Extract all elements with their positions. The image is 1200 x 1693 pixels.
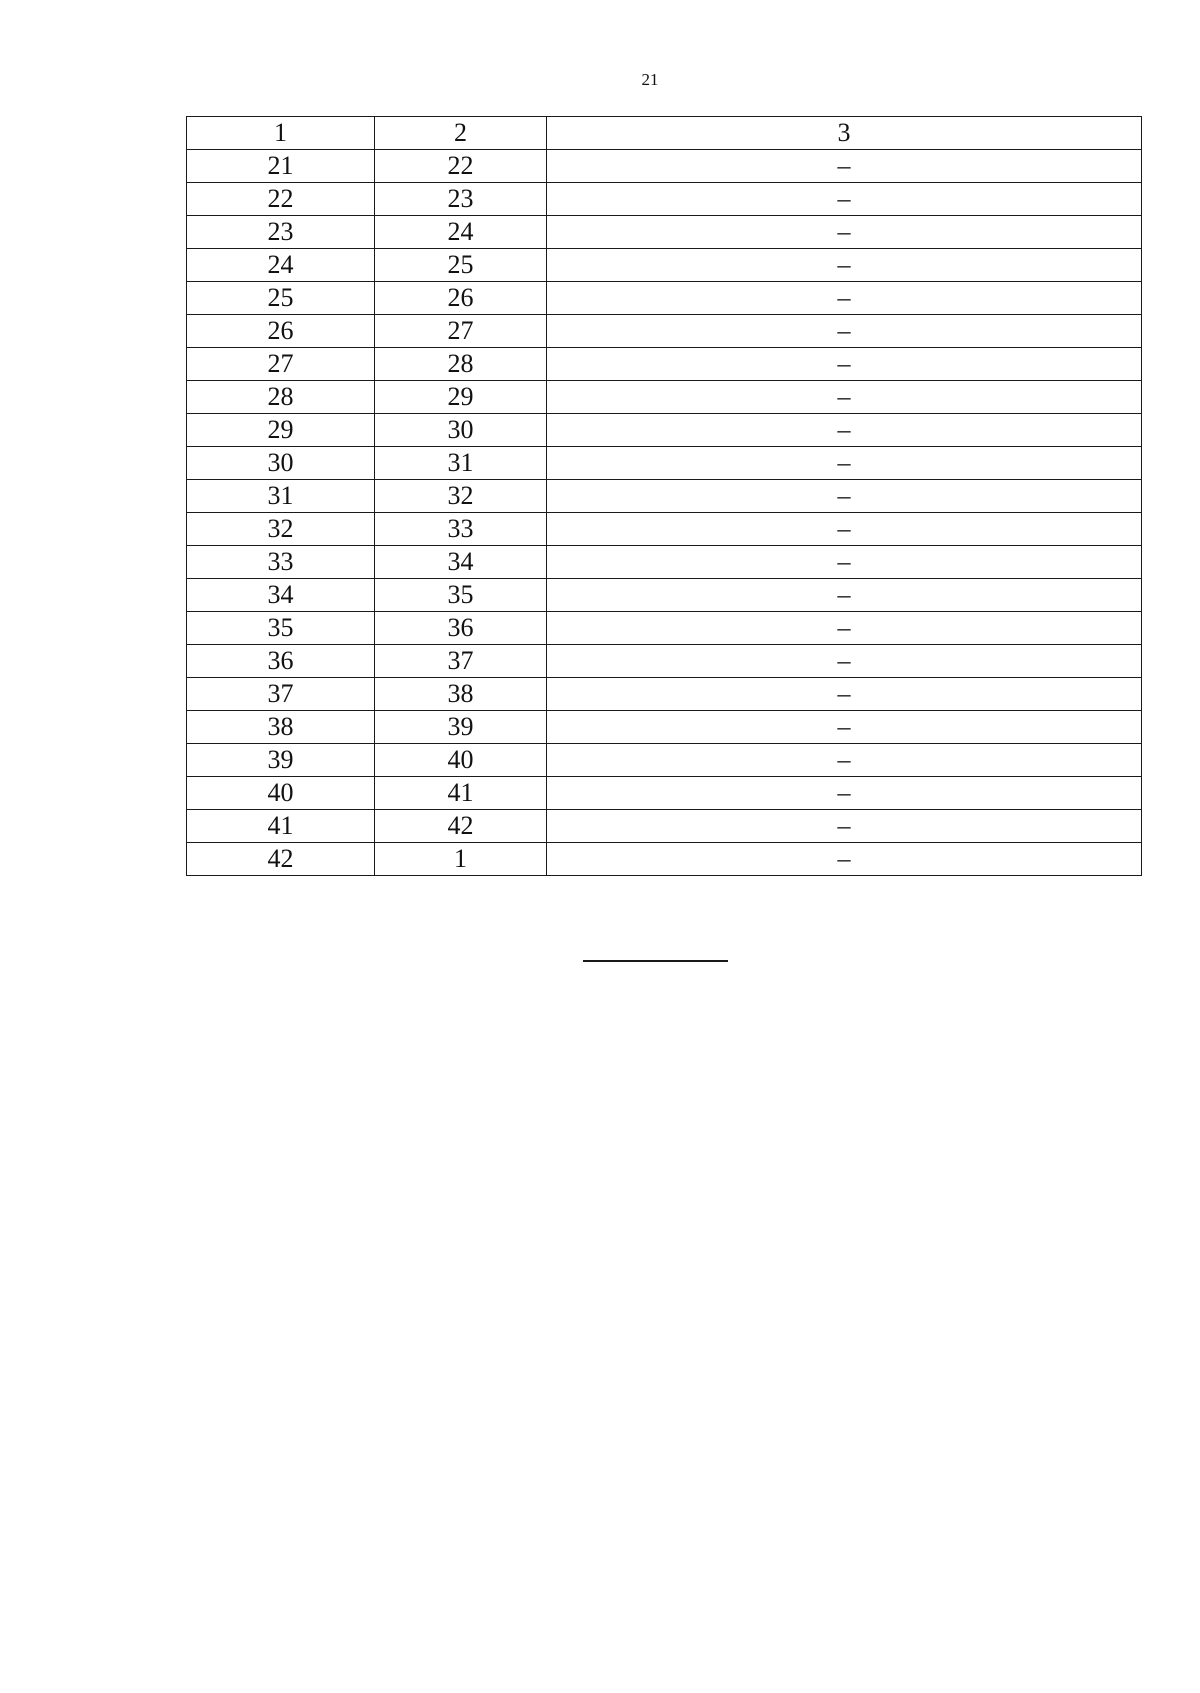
- table-cell-col-1: 29: [187, 414, 375, 447]
- table-cell-col-3: –: [547, 645, 1142, 678]
- table-cell-col-1: 42: [187, 843, 375, 876]
- table-cell-col-1: 37: [187, 678, 375, 711]
- table-cell-col-1: 28: [187, 381, 375, 414]
- table-cell-col-3: –: [547, 414, 1142, 447]
- page-number: 21: [641, 70, 659, 89]
- table-cell-col-2: 40: [375, 744, 547, 777]
- table-row: [187, 348, 1142, 381]
- table-cell-col-2: 38: [375, 678, 547, 711]
- table-cell-col-1: 25: [187, 282, 375, 315]
- table-cell-col-1: 38: [187, 711, 375, 744]
- table-cell-col-1: 39: [187, 744, 375, 777]
- table-cell-col-3: –: [547, 480, 1142, 513]
- table-cell-col-1: 24: [187, 249, 375, 282]
- table-cell-col-3: –: [547, 447, 1142, 480]
- table-row: [187, 447, 1142, 480]
- table-cell-col-1: 33: [187, 546, 375, 579]
- table-row: [187, 843, 1142, 876]
- table-cell-col-3: –: [547, 810, 1142, 843]
- table-row: [187, 315, 1142, 348]
- table-cell-col-3: –: [547, 249, 1142, 282]
- table-cell-col-2: 31: [375, 447, 547, 480]
- table-cell-col-1: 31: [187, 480, 375, 513]
- table-cell-col-1: 36: [187, 645, 375, 678]
- table-cell-col-2: 25: [375, 249, 547, 282]
- table-row: [187, 579, 1142, 612]
- table-cell-col-2: 33: [375, 513, 547, 546]
- table-row: [187, 744, 1142, 777]
- table-cell-col-1: 26: [187, 315, 375, 348]
- table-row: [187, 546, 1142, 579]
- header-cell-3: 3: [547, 117, 1142, 150]
- table-cell-col-1: 41: [187, 810, 375, 843]
- table-row: [187, 381, 1142, 414]
- table-cell-col-1: 40: [187, 777, 375, 810]
- table-cell-col-1: 32: [187, 513, 375, 546]
- table-cell-col-2: 32: [375, 480, 547, 513]
- table-row: [187, 183, 1142, 216]
- table-cell-col-2: 26: [375, 282, 547, 315]
- table-cell-col-1: 30: [187, 447, 375, 480]
- table-row: [187, 678, 1142, 711]
- table-cell-col-3: –: [547, 711, 1142, 744]
- data-table: [186, 116, 1142, 876]
- table-cell-col-3: –: [547, 612, 1142, 645]
- table-cell-col-2: 23: [375, 183, 547, 216]
- table-row: [187, 810, 1142, 843]
- table-cell-col-3: –: [547, 381, 1142, 414]
- table-cell-col-3: –: [547, 216, 1142, 249]
- table-cell-col-2: 28: [375, 348, 547, 381]
- table-body: [187, 117, 1142, 876]
- table-row: [187, 645, 1142, 678]
- table-cell-col-1: 27: [187, 348, 375, 381]
- table-cell-col-1: 23: [187, 216, 375, 249]
- table-cell-col-3: –: [547, 183, 1142, 216]
- table-cell-col-2: 27: [375, 315, 547, 348]
- table-cell-col-3: –: [547, 513, 1142, 546]
- table-cell-col-3: –: [547, 315, 1142, 348]
- table-cell-col-2: 35: [375, 579, 547, 612]
- table-cell-col-3: –: [547, 546, 1142, 579]
- table-cell-col-2: 36: [375, 612, 547, 645]
- table-cell-col-2: 1: [375, 843, 547, 876]
- table-row: [187, 216, 1142, 249]
- data-table-container: [186, 116, 1141, 876]
- table-row: [187, 777, 1142, 810]
- table-row: [187, 150, 1142, 183]
- table-cell-col-2: 42: [375, 810, 547, 843]
- table-cell-col-1: 34: [187, 579, 375, 612]
- table-row: [187, 711, 1142, 744]
- table-cell-col-3: –: [547, 843, 1142, 876]
- table-cell-col-3: –: [547, 150, 1142, 183]
- table-cell-col-2: 24: [375, 216, 547, 249]
- header-cell-1: 1: [187, 117, 375, 150]
- table-cell-col-3: –: [547, 678, 1142, 711]
- table-cell-col-2: 39: [375, 711, 547, 744]
- table-cell-col-2: 37: [375, 645, 547, 678]
- table-row: [187, 513, 1142, 546]
- table-cell-col-3: –: [547, 777, 1142, 810]
- table-cell-col-1: 21: [187, 150, 375, 183]
- table-header-row: [187, 117, 1142, 150]
- table-cell-col-2: 29: [375, 381, 547, 414]
- table-cell-col-2: 30: [375, 414, 547, 447]
- table-cell-col-3: –: [547, 348, 1142, 381]
- table-cell-col-2: 41: [375, 777, 547, 810]
- table-row: [187, 249, 1142, 282]
- table-cell-col-1: 35: [187, 612, 375, 645]
- table-row: [187, 414, 1142, 447]
- table-cell-col-1: 22: [187, 183, 375, 216]
- header-cell-2: 2: [375, 117, 547, 150]
- table-row: [187, 282, 1142, 315]
- table-row: [187, 480, 1142, 513]
- end-divider-line: [583, 960, 728, 962]
- table-cell-col-2: 22: [375, 150, 547, 183]
- table-cell-col-3: –: [547, 579, 1142, 612]
- table-row: [187, 612, 1142, 645]
- table-cell-col-3: –: [547, 282, 1142, 315]
- table-cell-col-3: –: [547, 744, 1142, 777]
- table-cell-col-2: 34: [375, 546, 547, 579]
